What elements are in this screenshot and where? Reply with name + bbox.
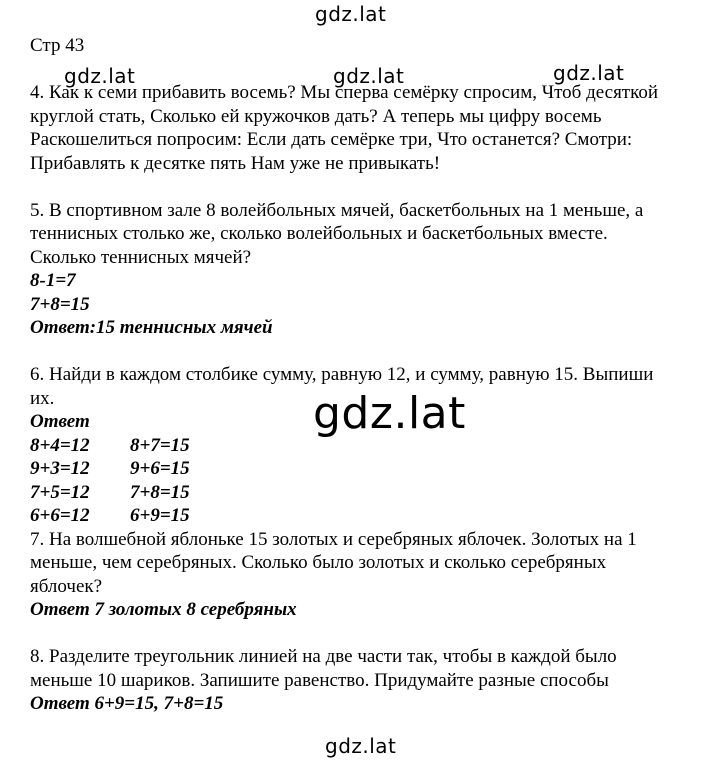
task-4-line: круглой стать, Сколько ей кружочков дать? А теперь мы цифру восемь [30,105,602,127]
task-7-line: меньше, чем серебряных. Сколько было золотых и сколько серебряных [30,552,607,573]
task-4-line: 4. Как к семи прибавить восемь? Мы сперва семёрку спросим, Чтоб десяткой [30,82,659,103]
document-body [30,34,702,716]
watermark-row-mid: gdz.lat [333,64,405,88]
task-7-answer: Ответ 7 золотых 8 серебряных [30,599,297,620]
task-8-line: 8. Разделите треугольник линией на две части так, чтобы в каждой было [30,646,617,667]
task-4 [30,81,702,175]
task-5 [30,199,702,340]
task-5-solution-step: 8-1=7 [30,270,76,291]
task-5-solution-step: 7+8=15 [30,293,90,315]
task-6-answer-row [30,457,702,481]
task-5-line: Сколько теннисных мячей? [30,246,252,268]
watermark-center: gdz.lat [313,388,466,439]
task-6-answer-label: Ответ [30,411,90,432]
task-6-line: 6. Найди в каждом столбике сумму, равную 12, и сумму, равную 15. Выпиши [30,364,654,385]
sum-12: 6+6=12 [30,505,90,526]
sum-15: 8+7=15 [130,434,190,456]
task-7-line: яблочек? [30,575,103,597]
task-6-line: их. [30,387,55,409]
sum-12: 9+3=12 [30,458,90,479]
watermark-row-left: gdz.lat [64,64,136,88]
sum-12: 8+4=12 [30,434,90,456]
sum-15: 9+6=15 [130,458,190,479]
task-7 [30,528,702,622]
task-6-answer-row [30,481,702,505]
task-4-line: Раскошелиться попросим: Если дать семёрке три, Что останется? Смотри: [30,129,633,150]
task-6 [30,363,702,528]
sum-15: 6+9=15 [130,505,190,526]
watermark-top: gdz.lat [315,2,387,26]
task-5-line: теннисных столько же, сколько волейбольных и баскетбольных вместе. [30,223,608,244]
page-label: Стр 43 [30,35,85,56]
task-5-line: 5. В спортивном зале 8 волейбольных мячей, баскетбольных на 1 меньше, а [30,199,644,221]
task-8-answer: Ответ 6+9=15, 7+8=15 [30,693,224,714]
task-6-answer-row [30,434,702,458]
task-8-line: меньше 10 шариков. Запишите равенство. Придумайте разные способы [30,669,609,691]
sum-15: 7+8=15 [130,481,190,503]
task-4-line: Прибавлять к десятке пять Нам уже не привыкать! [30,152,441,174]
watermark-bottom: gdz.lat [325,734,397,758]
task-6-answer-row [30,504,702,528]
sum-12: 7+5=12 [30,481,90,503]
task-5-answer: Ответ:15 теннисных мячей [30,317,273,338]
watermark-row-right: gdz.lat [553,61,625,85]
task-8 [30,645,702,716]
task-7-line: 7. На волшебной яблоньке 15 золотых и серебряных яблочек. Золотых на 1 [30,528,637,550]
